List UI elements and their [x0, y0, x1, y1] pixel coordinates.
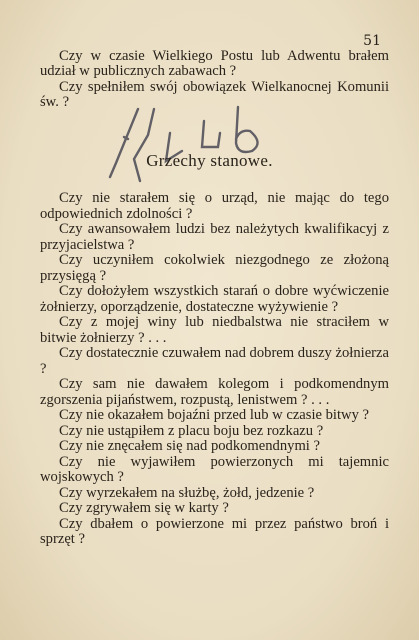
question-item: Czy dostatecznie czuwałem nad dobrem duszy żołnierza ? [40, 345, 389, 377]
question-item: Czy uczyniłem cokolwiek niezgodnego ze złożoną przysięgą ? [40, 252, 389, 284]
page-number: 51 [363, 33, 381, 49]
question-item: Czy zgrywałem się w karty ? [59, 500, 229, 516]
question-item: Czy nie ustąpiłem z placu boju bez rozkazu ? [59, 422, 324, 439]
question-item: Czy nie starałem się o urząd, nie mając do tego odpowiednich zdolności ? [40, 190, 389, 222]
question-item: Czy dołożyłem wszystkich starań o dobre wyćwiczenie żołnierzy, oporządzenie, dostateczne wyżywienie ? [40, 283, 389, 315]
question-item: Czy dbałem o powierzone mi przez państwo broń i sprzęt ? [40, 515, 389, 547]
intro-paragraph: Czy spełniłem swój obowiązek Wielkanocnej Komunii św. ? [40, 78, 389, 111]
question-item: Czy awansowałem ludzi bez należytych kwalifikacyj z przyjacielstwa ? [40, 221, 389, 253]
question-item: Czy wyrzekałem na służbę, żołd, jedzenie ? [59, 484, 315, 501]
pencil-annotation [108, 103, 288, 193]
question-item: Czy nie znęcałem się nad podkomendnymi ? [59, 438, 320, 454]
questions-list [40, 191, 389, 548]
section-heading: Grzechy stanowe. [146, 151, 273, 170]
intro-paragraph: Czy w czasie Wielkiego Postu lub Adwentu brałem udział w publicznych zabawach ? [40, 48, 389, 80]
question-item: Czy sam nie dawałem kolegom i podkomendnym zgorszenia pijaństwem, rozpustą, lenistwem ? . . . [40, 376, 389, 408]
question-item: Czy z mojej winy lub niedbalstwa nie straciłem w bitwie żołnierzy ? . . . [40, 314, 389, 346]
question-item: Czy nie wyjawiłem powierzonych mi tajemnic wojskowych ? [40, 453, 389, 485]
question-item: Czy nie okazałem bojaźni przed lub w czasie bitwy ? [59, 407, 369, 423]
intro-text [40, 49, 389, 111]
